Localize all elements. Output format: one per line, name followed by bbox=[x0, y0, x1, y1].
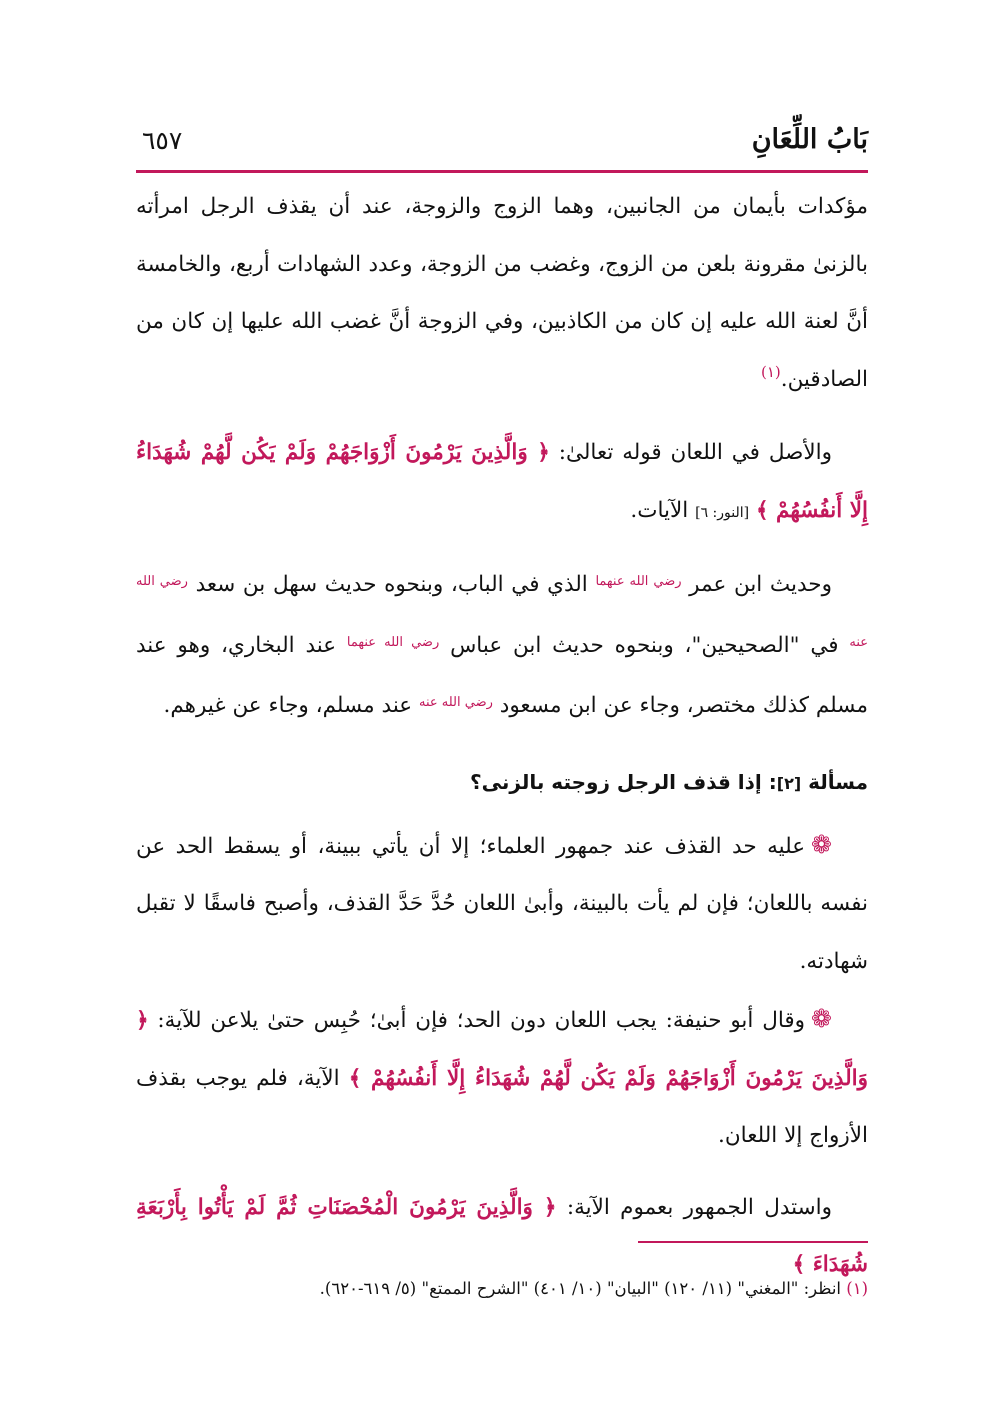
paragraph-text: الذي في الباب، وبنحوه حديث سهل بن سعد bbox=[187, 572, 596, 597]
issue-label: مسألة bbox=[801, 769, 868, 794]
paragraph-text: وحديث ابن عمر bbox=[681, 572, 832, 597]
footnote-divider bbox=[638, 1241, 868, 1243]
honorific-glyph: رضي الله عنهما bbox=[346, 634, 440, 650]
chapter-title: بَابُ اللِّعَانِ bbox=[751, 124, 868, 155]
paragraph-text: الآيات. bbox=[630, 497, 696, 523]
paragraph-text: عند مسلم، وجاء عن غيرهم. bbox=[163, 693, 419, 718]
page-body bbox=[136, 178, 868, 1294]
flower-bullet-icon: ❁ bbox=[811, 829, 832, 859]
paragraph-hanafi-view bbox=[136, 990, 868, 1165]
quran-verse: ﴿ وَالَّذِينَ يَرْمُونَ الْمُحْصَنَاتِ ثُمَّ لَمْ يَأْتُوا بِأَرْبَعَةِ شُهَدَاءَ ﴾ bbox=[136, 1194, 868, 1277]
honorific-glyph: رضي الله عنه bbox=[136, 574, 868, 650]
issue-heading bbox=[136, 738, 868, 810]
paragraph-text: مؤكدات بأيمان من الجانبين، وهما الزوج والزوجة، عند أن يقذف الرجل امرأته بالزنىٰ مقرونة بلعن من الزوج، وغضب من الزوجة، وعدد الشهادات أربع، والخامسة أنَّ لعنة الله عليه إن كان من الكاذبين، وفي الزوجة أنَّ غضب الله عليها إن كان من الصادقين. bbox=[136, 194, 868, 392]
honorific-glyph: رضي الله عنهما bbox=[595, 574, 682, 589]
footnote bbox=[136, 1276, 868, 1302]
page-header bbox=[136, 124, 868, 164]
page-number: ٦٥٧ bbox=[142, 126, 183, 155]
honorific-glyph: رضي الله عنه bbox=[418, 695, 493, 710]
paragraph-definition bbox=[136, 178, 868, 410]
quran-verse: ﴿ وَالَّذِينَ يَرْمُونَ أَزْوَاجَهُمْ وَلَمْ يَكُن لَّهُمْ شُهَدَاءُ إِلَّا أَنفُسُهُمْ ﴾ bbox=[136, 1008, 868, 1091]
paragraph-quran-basis bbox=[136, 424, 868, 542]
header-divider bbox=[136, 170, 868, 173]
footnote-reference[interactable]: (١) bbox=[760, 362, 781, 381]
quran-verse: ﴿ وَالَّذِينَ يَرْمُونَ أَزْوَاجَهُمْ وَلَمْ يَكُن لَّهُمْ شُهَدَاءُ إِلَّا أَنفُسُهُمْ ﴾ bbox=[136, 440, 868, 523]
footnote-text: انظر: "المغني" (١١/ ١٢٠) "البيان" (١٠/ ٤٠١) "الشرح الممتع" (٥/ ٦١٩-٦٢٠). bbox=[319, 1279, 847, 1298]
paragraph-text: في "الصحيحين"، وبنحوه حديث ابن عباس bbox=[439, 632, 850, 658]
issue-number: [٢] bbox=[776, 773, 802, 793]
flower-bullet-icon: ❁ bbox=[811, 1004, 832, 1033]
paragraph-text: وقال أبو حنيفة: يجب اللعان دون الحد؛ فإن أبىٰ؛ حُبِس حتىٰ يلاعن للآية: bbox=[148, 1008, 806, 1033]
paragraph-text: واستدل الجمهور بعموم الآية: bbox=[556, 1194, 832, 1220]
issue-question: : إذا قذف الرجل زوجته بالزنى؟ bbox=[470, 769, 777, 794]
paragraph-text: الآية، فلم يوجب بقذف الأزواج إلا اللعان. bbox=[136, 1065, 868, 1148]
paragraph-text: عليه حد القذف عند جمهور العلماء؛ إلا أن يأتي ببينة، أو يسقط الحد عن نفسه باللعان؛ فإن لم يأت بالبينة، وأبىٰ اللعان حُدَّ حَدَّ القذف، وأصبح فاسقًا لا تقبل شهادته. bbox=[136, 833, 868, 974]
surah-reference: [النور: ٦] bbox=[695, 504, 750, 521]
paragraph-majority-view bbox=[136, 816, 868, 991]
paragraph-text: والأصل في اللعان قوله تعالىٰ: bbox=[549, 440, 832, 465]
footnote-number: (١) bbox=[846, 1279, 868, 1298]
paragraph-text: عند البخاري، وهو عند مسلم كذلك مختصر، وجاء عن ابن مسعود bbox=[136, 632, 868, 718]
paragraph-hadith bbox=[136, 556, 868, 738]
